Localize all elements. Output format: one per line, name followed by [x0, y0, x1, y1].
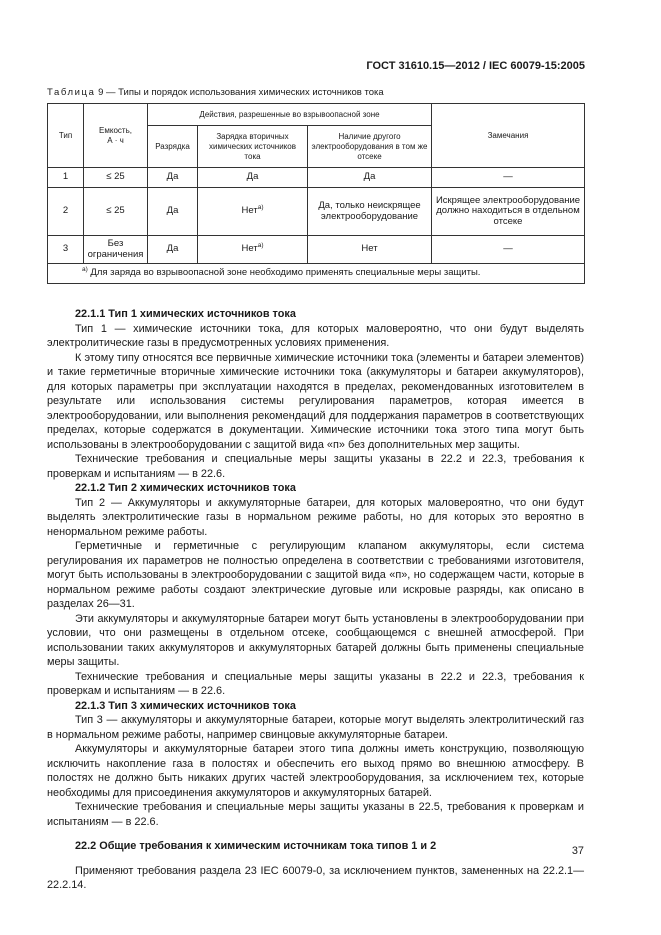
table-caption: [47, 87, 384, 98]
paragraph: Эти аккумуляторы и аккумуляторные батареи могут быть установлены в электрооборудовании при условии, что они размещены в отдельном отсеке, сообщающемся с внешней атмосферой. При использовании таких аккумуляторов и аккумуляторных батарей должны быть применены специальные меры защиты.: [47, 612, 584, 668]
cell-charging: Нет$^{а)}$: [198, 236, 308, 264]
table-footnote: $^{а)}$ Для заряда во взрывоопасной зоне необходимо применять специальные меры защиты.: [48, 264, 585, 284]
section-heading-22-1-3: 22.1.3 Тип 3 химических источников тока: [75, 699, 296, 712]
table-row: [48, 188, 585, 236]
cell-capacity: Без ограничения: [84, 236, 148, 264]
page-number: 37: [571, 845, 584, 857]
header-other-equipment: Наличие другого электрооборудования в том же отсеке: [308, 126, 432, 168]
paragraph: Тип 2 — Аккумуляторы и аккумуляторные батареи, для которых маловероятно, что они будут выделять электролитические газы в нормальном режиме работы, но для которых это вероятно в ненормальном режиме работы.: [47, 496, 584, 538]
batteries-table: [47, 103, 585, 284]
paragraph: К этому типу относятся все первичные химические источники тока (элементы и батареи элементов) и такие герметичные вторичные химические источники тока (аккумуляторы и батареи аккумуляторов), для которых параметры при эксплуатации находятся в пределах, рекомендованных изготовителем в результате или использования системы регулирования параметров, которая имеется в электрооборудовании, или выполнения рекомендаций для поддержания параметров в соответствующих пределах, которые содержатся в документации. Химические источники тока этого типа могут быть использованы в электрооборудовании с защитой вида «п» без дополнительных мер защиты.: [47, 351, 584, 451]
table-row: [48, 168, 585, 188]
header-capacity: Емкость, А · ч: [84, 104, 148, 168]
cell-discharge: Да: [148, 168, 198, 188]
cell-remarks: Искрящее электрооборудование должно находиться в отдельном отсеке: [432, 188, 585, 236]
table-row: [48, 236, 585, 264]
table-footnote-row: [48, 264, 585, 284]
section-heading-22-1-1: 22.1.1 Тип 1 химических источников тока: [75, 308, 296, 320]
paragraph: Технические требования и специальные меры защиты указаны в 22.2 и 22.3, требования к проверкам и испытаниям — в 22.6.: [47, 453, 584, 480]
cell-other-equipment: Да, только неискрящее электрооборудование: [308, 188, 432, 236]
table-caption-text: 9 — Типы и порядок использования химических источников тока: [95, 87, 384, 98]
cell-capacity: ≤ 25: [84, 168, 148, 188]
cell-type: 3: [48, 236, 84, 264]
header-discharge: Разрядка: [148, 126, 198, 168]
standard-header: ГОСТ 31610.15—2012 / IEC 60079-15:2005: [366, 60, 585, 72]
cell-type: 1: [48, 168, 84, 188]
cell-charging: Нет$^{а)}$: [198, 188, 308, 236]
body-text: [47, 307, 584, 893]
cell-type: 2: [48, 188, 84, 236]
cell-other-equipment: Да: [308, 168, 432, 188]
paragraph: Технические требования и специальные меры защиты указаны в 22.5, требования к проверкам и испытаниям — в 22.6.: [47, 801, 584, 828]
cell-remarks: —: [432, 168, 585, 188]
paragraph: Тип 3 — аккумуляторы и аккумуляторные батареи, которые могут выделять электролитический газ в нормальном режиме работы, например свинцовые аккумуляторные батареи.: [47, 714, 584, 741]
cell-charging: Да: [198, 168, 308, 188]
paragraph: Применяют требования раздела 23 IEC 60079-0, за исключением пунктов, замененных на 22.2.1—22.2.14.: [47, 864, 584, 891]
header-remarks: Замечания: [432, 104, 585, 168]
cell-capacity: ≤ 25: [84, 188, 148, 236]
paragraph: Тип 1 — химические источники тока, для которых маловероятно, что они будут выделять электролитические газы в предусмотренных условиях применения.: [47, 322, 584, 349]
paragraph: Технические требования и специальные меры защиты указаны в 22.2 и 22.3, требования к проверкам и испытаниям — в 22.6.: [47, 670, 584, 697]
section-heading-22-1-2: 22.1.2 Тип 2 химических источников тока: [75, 482, 296, 494]
cell-remarks: —: [432, 236, 585, 264]
section-heading-22-2: 22.2 Общие требования к химическим источникам тока типов 1 и 2: [75, 840, 437, 852]
header-type: Тип: [48, 104, 84, 168]
paragraph: Герметичные и герметичные с регулирующим клапаном аккумуляторы, если система регулирования их параметров не полностью определена в соответствии с требованиями изготовителя, могут быть использованы в электрооборудовании с защитой вида «п», но содержащем части, которые в нормальном режиме работы создают электрические дуговые или искровые разряды, как описано в разделах 26—31.: [47, 540, 584, 610]
cell-other-equipment: Нет: [308, 236, 432, 264]
cell-discharge: Да: [148, 188, 198, 236]
header-charging: Зарядка вторичных химических источников тока: [198, 126, 308, 168]
header-actions-group: Действия, разрешенные во взрывоопасной зоне: [148, 104, 432, 126]
paragraph: Аккумуляторы и аккумуляторные батареи этого типа должны иметь конструкцию, позволяющую исключить накопление газа в полостях и обеспечить его выход прямо во внешнюю атмосферу. В полостях не должно быть никаких других частей электрооборудования, за исключением тех, которые необходимы для присоединения аккумуляторов и аккумуляторных батарей.: [47, 743, 584, 799]
table-caption-word: Таблица: [47, 87, 96, 98]
cell-discharge: Да: [148, 236, 198, 264]
